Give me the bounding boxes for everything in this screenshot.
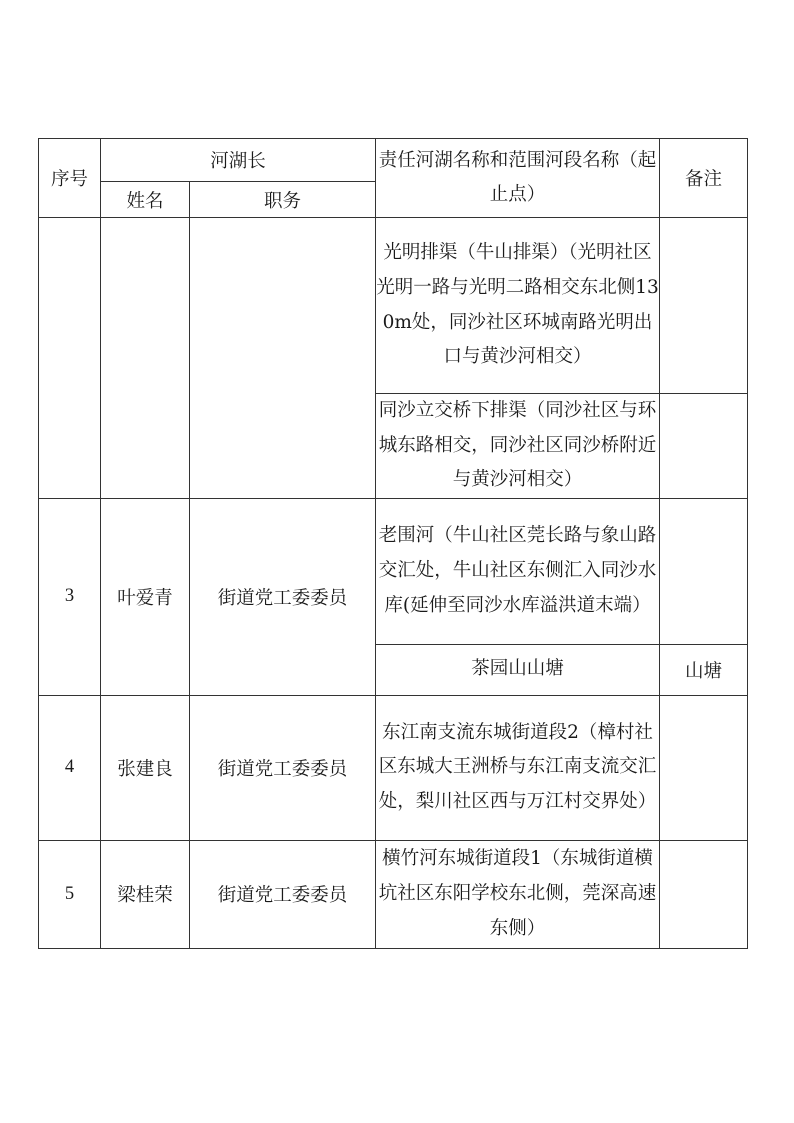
header-remark: 备注 [660,139,748,218]
position-cell: 街道党工委委员 [190,695,376,840]
river-cell: 茶园山山塘 [376,644,660,695]
remark-cell [660,394,748,499]
table-row [39,218,748,394]
position-cell [190,218,376,499]
header-river-chief: 河湖长 [101,139,376,182]
river-cell: 东江南支流东城街道段2（樟村社区东城大王洲桥与东江南支流交汇处，梨川社区西与万江村交界处） [376,695,660,840]
river-chief-table [38,138,748,949]
table-row [39,840,748,948]
river-cell: 横竹河东城街道段1（东城街道横坑社区东阳学校东北侧，莞深高速东侧） [376,840,660,948]
name-cell: 梁桂荣 [101,840,190,948]
table-row [39,695,748,840]
river-cell: 光明排渠（牛山排渠）（光明社区光明一路与光明二路相交东北侧130m处，同沙社区环城南路光明出口与黄沙河相交） [376,218,660,394]
seq-cell [39,218,101,499]
seq-cell: 4 [39,695,101,840]
remark-cell [660,840,748,948]
name-cell: 叶爱青 [101,498,190,695]
table-row [39,498,748,644]
seq-cell: 5 [39,840,101,948]
remark-cell [660,498,748,644]
remark-cell: 山塘 [660,644,748,695]
position-cell: 街道党工委委员 [190,840,376,948]
river-cell: 同沙立交桥下排渠（同沙社区与环城东路相交，同沙社区同沙桥附近与黄沙河相交） [376,394,660,499]
header-seq: 序号 [39,139,101,218]
header-position: 职务 [190,182,376,218]
remark-cell [660,218,748,394]
header-name: 姓名 [101,182,190,218]
name-cell [101,218,190,499]
header-river-scope: 责任河湖名称和范围河段名称（起止点） [376,139,660,218]
river-cell: 老围河（牛山社区莞长路与象山路交汇处，牛山社区东侧汇入同沙水库(延伸至同沙水库溢洪道末端） [376,498,660,644]
position-cell: 街道党工委委员 [190,498,376,695]
remark-cell [660,695,748,840]
name-cell: 张建良 [101,695,190,840]
seq-cell: 3 [39,498,101,695]
